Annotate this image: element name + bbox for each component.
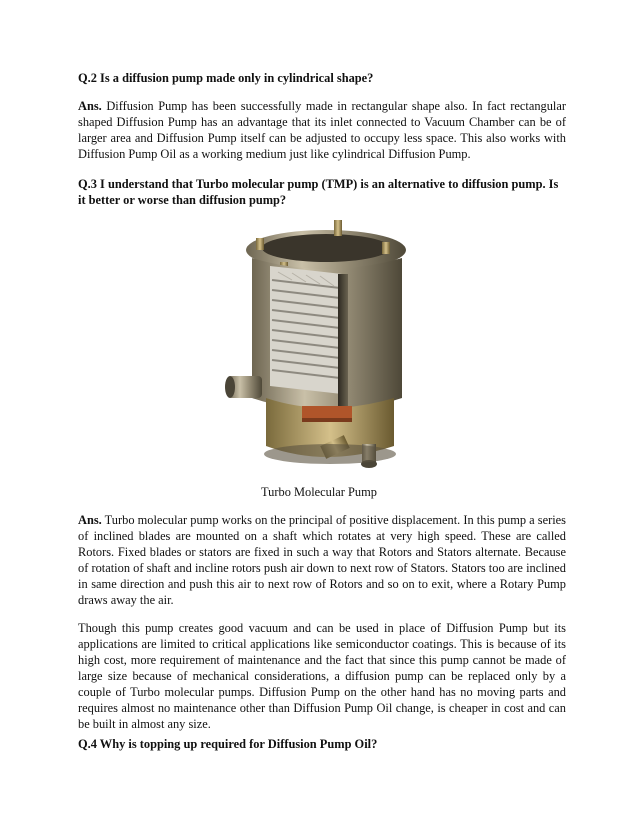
answer-2 bbox=[78, 98, 566, 162]
answer-2-text: Diffusion Pump has been successfully made in rectangular shape also. In fact rectangular shaped Diffusion Pump has an advantage that its inlet connected to Vacuum Chamber can be of larger area and Diffusion Pump itself can be adjusted to occupy less space. This also works with Diffusion Pump Oil as a working medium just like cylindrical Diffusion Pump. bbox=[78, 99, 566, 161]
answer-3-paragraph-2: Though this pump creates good vacuum and can be used in place of Diffusion Pump but its applications are limited to critical applications like semiconductor coatings. This is because of its high cost, more requirement of maintenance and the fact that since this pump cannot be made of large size because of mechanical considerations, a diffusion pump can be replaced only by a couple of Turbo molecular pumps. Diffusion Pump on the other hand has no moving parts and requires almost no maintenance other than Diffusion Pump Oil change, is cheaper in cost and can be built in almost any size. bbox=[78, 621, 566, 731]
turbo-molecular-pump-image bbox=[222, 218, 420, 480]
figure-caption: Turbo Molecular Pump bbox=[261, 485, 377, 499]
question-2: Q.2 Is a diffusion pump made only in cylindrical shape? bbox=[78, 71, 374, 85]
answer-3 bbox=[78, 512, 566, 608]
question-4: Q.4 Why is topping up required for Diffusion Pump Oil? bbox=[78, 737, 378, 751]
answer-3-text: Turbo molecular pump works on the principal of positive displacement. In this pump a series of inclined blades are mounted on a shaft which rotates at very high speed. These are called Rotors. Fixed blades or stators are fixed in such a way that Rotors and Stators alternate. Because of rotation of shaft and incline rotors push air down to next row of Stators. Stators too are inclined in same direction and push this air to next row of Rotors and so on to exit, where a Rotary Pump draws away the air. bbox=[78, 513, 567, 607]
answer-2-label: Ans. bbox=[78, 99, 102, 113]
answer-3-label: Ans. bbox=[78, 513, 102, 527]
question-3: Q.3 I understand that Turbo molecular pump (TMP) is an alternative to diffusion pump. Is it better or worse than diffusion pump? bbox=[78, 177, 559, 207]
